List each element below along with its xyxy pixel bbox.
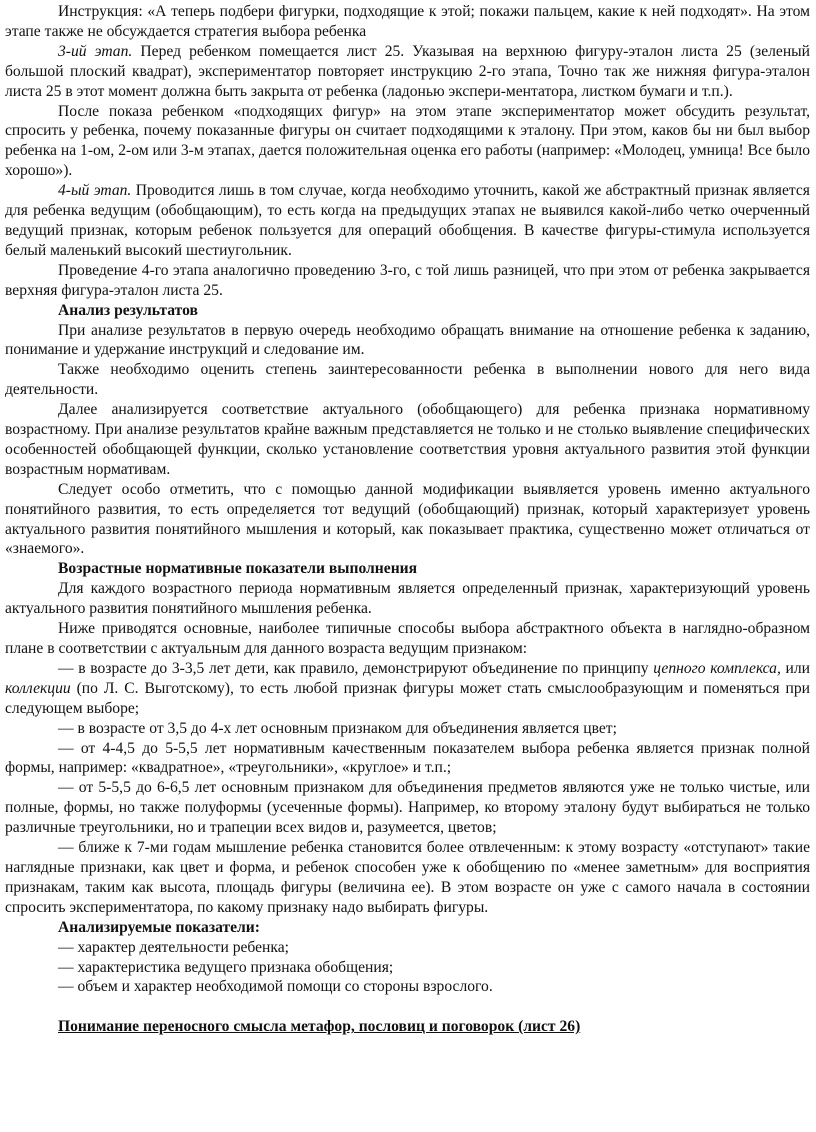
norm-item-7: — ближе к 7-ми годам мышление ребенка становится более отвлеченным: к этому возрасту «отступают» такие наглядные признаки, как цвет и форма, и ребенок способен уже к обобщению по «менее заметным» для восприятия признакам, таким как высота, площадь фигуры (величина ее). В этом возрасте он уже с самого начала в состоянии спросить экспериментатора, по какому признаку надо выбирать фигуры. — [5, 839, 810, 916]
indicator-help: — объем и характер необходимой помощи со стороны взрослого. — [58, 978, 493, 996]
norm-item-under-3-text-c: (по Л. С. Выготскому), то есть любой признак фигуры может стать смыслообразующим и поменяться при следующем выборе; — [5, 679, 810, 717]
paragraph-analysis-interest: Также необходимо оценить степень заинтересованности ребенка в выполнении нового для него вида деятельности. — [5, 361, 810, 399]
paragraph-norm-definition: Для каждого возрастного периода нормативным является определенный признак, характеризующий уровень актуального развития понятийного мышления ребенка. — [5, 580, 810, 618]
norm-item-3-4: — в возрасте от 3,5 до 4-х лет основным признаком для объединения является цвет; — [58, 719, 617, 737]
indicator-activity: — характер деятельности ребенка; — [58, 938, 289, 956]
paragraph-analysis-attention: При анализе результатов в первую очередь необходимо обращать внимание на отношение ребенка к заданию, понимание и удержание инструкций и следование им. — [5, 321, 810, 359]
stage-3-label: 3-ий этап. — [58, 42, 133, 60]
norm-item-5-6: — от 5-5,5 до 6-6,5 лет основным признаком для объединения предметов являются уже не только чистые, или полные, формы, но также полуформы (усеченные формы). Например, ко второму эталону будут выбираться не только различные треугольники, но и трапеции всех видов и, разумеется, цветов; — [5, 779, 810, 837]
norm-item-under-3-text-b: или — [780, 659, 811, 677]
heading-analyzed-indicators: Анализируемые показатели: — [58, 918, 260, 936]
paragraph-instruction: Инструкция: «А теперь подбери фигурки, подходящие к этой; покажи пальцем, какие к ней подходят». На этом этапе также не обсуждается стратегия выбора ребенка — [5, 3, 810, 40]
heading-age-norms: Возрастные нормативные показатели выполнения — [58, 560, 418, 578]
section-spacer — [5, 997, 810, 1017]
paragraph-analysis-conformity: Далее анализируется соответствие актуального (обобщающего) для ребенка признака нормативному возрастному. При анализе результатов крайне важным представляется не только и не столько выявление специфических особенностей обобщающей функции, сколько установление соответствия уровня актуального развития этой функции возрастным нормативам. — [5, 401, 810, 478]
paragraph-analysis-note: Следует особо отметить, что с помощью данной модификации выявляется уровень именно актуального понятийного развития, то есть определяется тот ведущий (обобщающий) признак, который характеризует уровень актуального развития понятийного мышления и который, как показывает практика, существенно может отличаться от «знаемого». — [5, 480, 810, 558]
stage-4-text: Проводится лишь в том случае, когда необходимо уточнить, какой же абстрактный признак является для ребенка ведущим (обобщающим), то есть когда на предыдущих этапах не выявился какой-либо четко очерченный ведущий признак, которым ребенок пользуется для операций обобщения. В качестве фигуры-стимула используется белый маленький высокий шестиугольник. — [5, 182, 810, 259]
section-title-metaphors: Понимание переносного смысла метафор, пословиц и поговорок (лист 26) — [58, 1018, 581, 1036]
norm-item-under-3 — [5, 659, 810, 719]
norm-item-under-3-text-a: — в возрасте до 3-3,5 лет дети, как правило, демонстрируют объединение по принципу — [58, 659, 654, 677]
paragraph-stage-3 — [5, 42, 810, 102]
heading-analysis: Анализ результатов — [58, 301, 198, 319]
document-page — [5, 2, 810, 1037]
paragraph-stage-4 — [5, 181, 810, 261]
stage-4-label: 4-ый этап. — [58, 182, 132, 200]
norm-item-4-5: — от 4-4,5 до 5-5,5 лет нормативным качественным показателем выбора ребенка является признак полной формы, например: «квадратное», «треугольники», «круглое» и т.п.; — [5, 739, 810, 777]
paragraph-after-showing: После показа ребенком «подходящих фигур» на этом этапе экспериментатор может обсудить результат, спросить у ребенка, почему показанные фигуры он считает подходящими к эталону. При этом, каков бы ни был выбор ребенка на 1-ом, 2-ом или 3-м этапах, дается положительная оценка его работы (например: «Молодец, умница! Все было хорошо»). — [5, 102, 810, 180]
term-chain-complex: цепного комплекса, — [653, 659, 781, 677]
paragraph-stage-4-procedure: Проведение 4-го этапа аналогично проведению 3-го, с той лишь разницей, что при этом от ребенка закрывается верхняя фигура-эталон листа 25. — [5, 261, 810, 299]
stage-3-text: Перед ребенком помещается лист 25. Указывая на верхнюю фигуру-эталон листа 25 (зеленый большой плоский квадрат), экспериментатор повторяет инструкцию 2-го этапа, Точно так же нижняя фигура-эталон листа 25 в этот момент должна быть закрыта от ребенка (ладонью экспери-ментатора, листком бумаги и т.п.). — [5, 42, 810, 100]
term-collection: коллекции — [5, 679, 71, 697]
indicator-leading-feature: — характеристика ведущего признака обобщения; — [58, 958, 394, 976]
paragraph-norm-intro: Ниже приводятся основные, наиболее типичные способы выбора абстрактного объекта в наглядно-образном плане в соответствии с актуальным для данного возраста ведущим признаком: — [5, 620, 810, 657]
